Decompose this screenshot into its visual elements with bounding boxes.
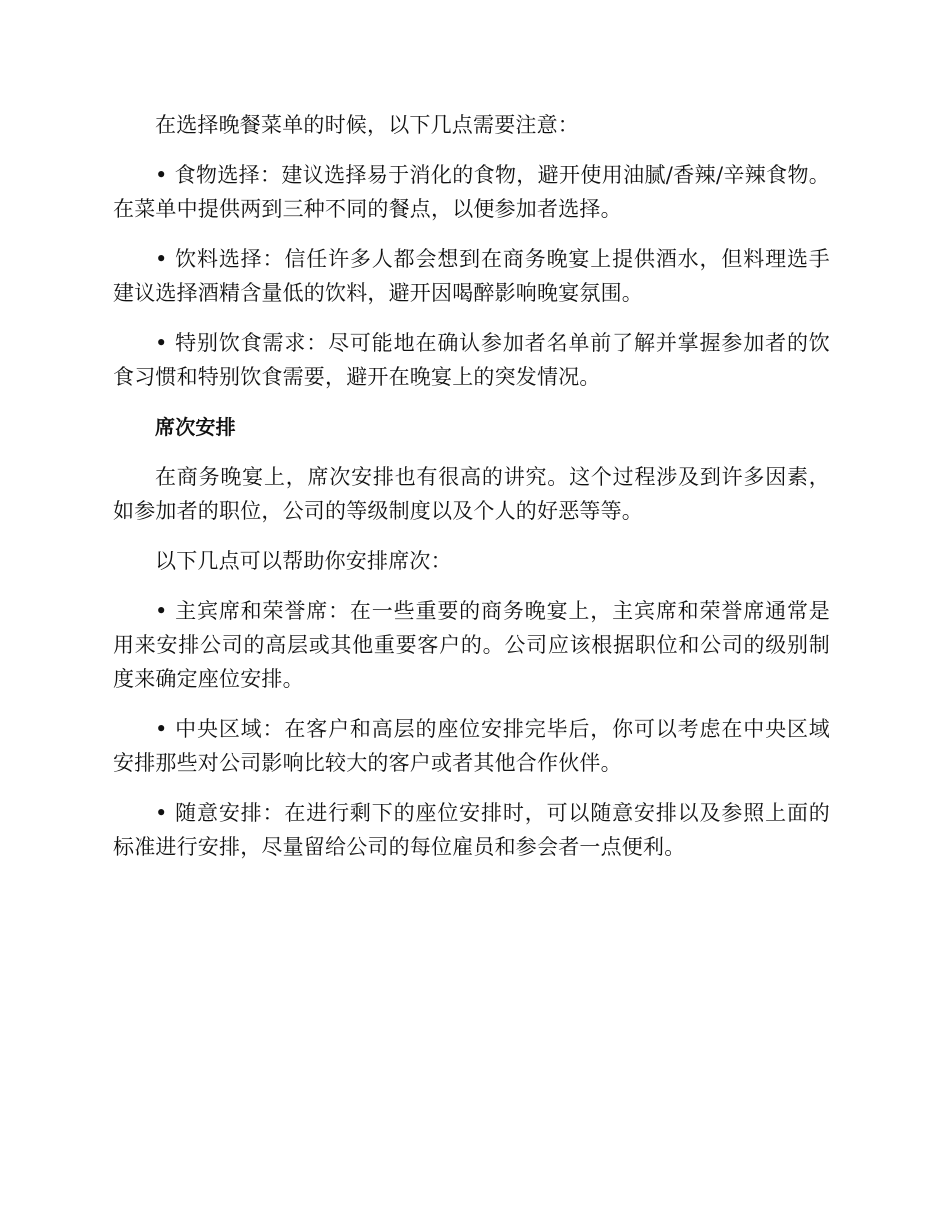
- seating-intro-paragraph: 在商务晚宴上，席次安排也有很高的讲究。这个过程涉及到许多因素，如参加者的职位，公司的等级制度以及个人的好恶等等。: [113, 465, 830, 523]
- document-page: [113, 108, 830, 880]
- bullet-free-arrangement: • 随意安排：在进行剩下的座位安排时，可以随意安排以及参照上面的标准进行安排，尽量留给公司的每位雇员和参会者一点便利。: [113, 801, 830, 859]
- bullet-head-table: • 主宾席和荣誉席：在一些重要的商务晚宴上，主宾席和荣誉席通常是用来安排公司的高层或其他重要客户的。公司应该根据职位和公司的级别制度来确定座位安排。: [113, 599, 830, 691]
- bullet-drink-choice: • 饮料选择：信任许多人都会想到在商务晚宴上提供酒水，但料理选手建议选择酒精含量低的饮料，避开因喝醉影响晚宴氛围。: [113, 247, 830, 305]
- bullet-special-diet: • 特别饮食需求：尽可能地在确认参加者名单前了解并掌握参加者的饮食习惯和特别饮食需要，避开在晚宴上的突发情况。: [113, 331, 830, 389]
- intro-paragraph: 在选择晚餐菜单的时候，以下几点需要注意：: [155, 113, 579, 137]
- section-heading-seating: 席次安排: [155, 415, 236, 439]
- bullet-food-choice: • 食物选择：建议选择易于消化的食物，避开使用油腻/香辣/辛辣食物。在菜单中提供两到三种不同的餐点，以便参加者选择。: [113, 163, 830, 221]
- seating-tips-lead: 以下几点可以帮助你安排席次：: [155, 549, 452, 573]
- bullet-central-area: • 中央区域：在客户和高层的座位安排完毕后，你可以考虑在中央区域安排那些对公司影响比较大的客户或者其他合作伙伴。: [113, 717, 830, 775]
